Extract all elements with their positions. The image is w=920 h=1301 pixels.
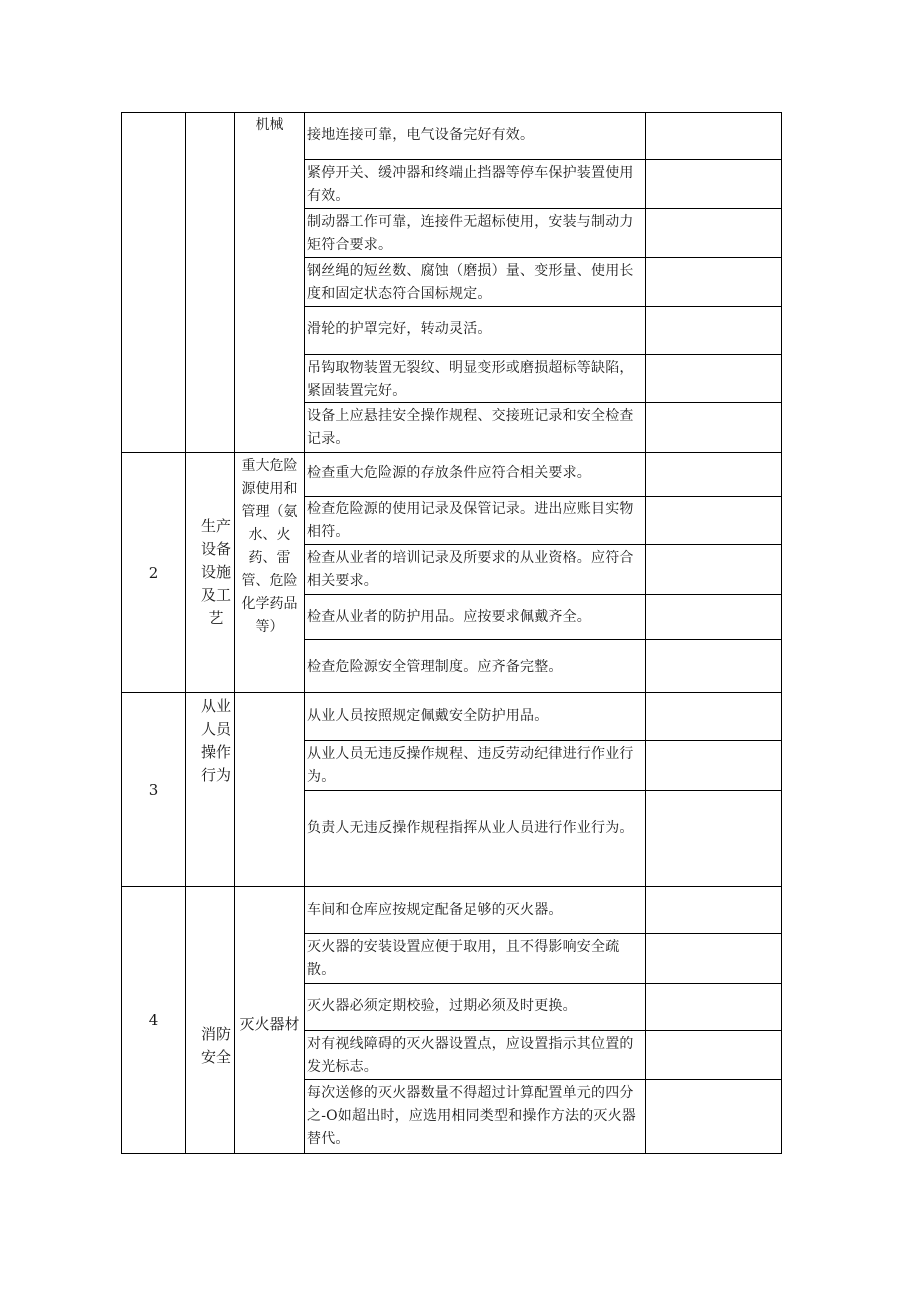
row-divider (304, 594, 782, 595)
section-number: 2 (148, 564, 159, 582)
column-divider (304, 112, 305, 1154)
row-divider (304, 933, 782, 934)
check-item: 从业人员无违反操作规程、违反劳动纪律进行作业行为。 (307, 746, 634, 785)
section-divider (121, 886, 782, 887)
table-border-bottom (121, 1153, 782, 1154)
subcategory-label: 机械 (255, 117, 284, 133)
row-divider (304, 496, 782, 497)
row-divider (304, 306, 782, 307)
row-divider (304, 208, 782, 209)
check-item: 检查危险源的使用记录及保管记录。进出应账目实物相符。 (307, 501, 634, 540)
row-divider (304, 257, 782, 258)
check-item: 设备上应悬挂安全操作规程、交接班记录和安全检查记录。 (307, 408, 634, 447)
check-item: 每次送修的灭火器数量不得超过计算配置单元的四分之-O如超出时，应选用相同类型和操作方法的灭火器替代。 (307, 1085, 637, 1147)
row-divider (304, 983, 782, 984)
check-item: 紧停开关、缓冲器和终端止挡器等停车保护装置使用有效。 (307, 165, 634, 204)
check-item: 钢丝绳的短丝数、腐蚀（磨损）量、变形量、使用长度和固定状态符合国标规定。 (307, 263, 634, 302)
row-divider (304, 544, 782, 545)
row-divider (304, 639, 782, 640)
table-border-left (121, 112, 122, 1154)
table-border-right (781, 112, 782, 1154)
check-item: 检查重大危险源的存放条件应符合相关要求。 (307, 465, 591, 481)
check-item: 车间和仓库应按规定配备足够的灭火器。 (307, 902, 563, 918)
row-divider (304, 354, 782, 355)
subcategory-label: 重大危险源使用和管理（氨水、火药、雷管、危险化学药品等） (241, 458, 298, 635)
table-border-top (121, 112, 782, 113)
check-item: 接地连接可靠，电气设备完好有效。 (307, 127, 535, 143)
check-item: 吊钩取物装置无裂纹、明显变形或磨损超标等缺陷，紧固装置完好。 (307, 360, 634, 399)
check-item: 对有视线障碍的灭火器设置点，应设置指示其位置的发光标志。 (307, 1036, 634, 1075)
row-divider (304, 1030, 782, 1031)
category-label: 消防安全 (200, 1025, 231, 1066)
column-divider (645, 112, 646, 1154)
check-item: 滑轮的护罩完好，转动灵活。 (307, 321, 492, 337)
section-divider (121, 452, 782, 453)
section-divider (121, 692, 782, 693)
check-item: 制动器工作可靠，连接件无超标使用，安装与制动力矩符合要求。 (307, 214, 634, 253)
check-item: 从业人员按照规定佩戴安全防护用品。 (307, 708, 549, 724)
category-label: 从业人员操作行为 (200, 697, 231, 784)
column-divider (185, 112, 186, 1154)
check-item: 检查危险源安全管理制度。应齐备完整。 (307, 659, 563, 675)
subcategory-label: 灭火器材 (239, 1015, 300, 1033)
row-divider (304, 740, 782, 741)
check-item: 灭火器的安装设置应便于取用，且不得影响安全疏散。 (307, 939, 620, 978)
section-number: 4 (148, 1011, 159, 1029)
row-divider (304, 1079, 782, 1080)
check-item: 检查从业者的防护用品。应按要求佩戴齐全。 (307, 609, 591, 625)
category-label: 生产设备设施及工艺 (200, 517, 231, 627)
check-item: 检查从业者的培训记录及所要求的从业资格。应符合相关要求。 (307, 550, 634, 589)
section-number: 3 (148, 781, 159, 799)
check-item: 负责人无违反操作规程指挥从业人员进行作业行为。 (307, 820, 634, 836)
check-item: 灭火器必须定期校验，过期必须及时更换。 (307, 998, 577, 1014)
column-divider (234, 112, 235, 1154)
row-divider (304, 159, 782, 160)
row-divider (304, 790, 782, 791)
